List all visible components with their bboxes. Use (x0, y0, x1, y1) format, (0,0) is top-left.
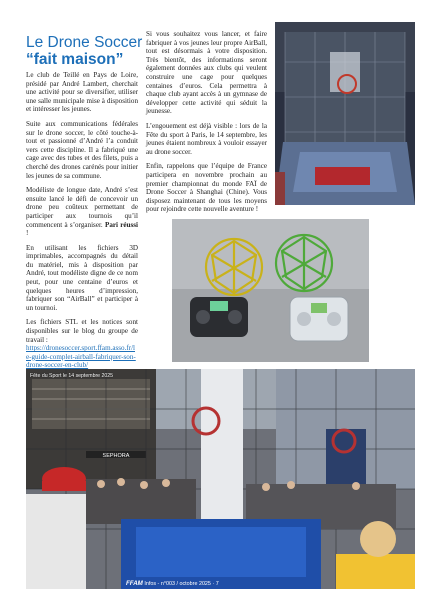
footer-brand: FFAM (126, 580, 143, 587)
title-line-1: Le Drone Soccer (26, 34, 143, 51)
event-photo (26, 369, 415, 589)
paragraph: Suite aux communications fédérales sur le drone soccer, le côté touche-à-tout et passionné d’André l’a conduit vers cette discipline. Il a fabriqué une cage avec des tubes et des filets, puis a cherché des drones carénés pour initier les jeunes de sa commune. (26, 119, 138, 180)
paragraph: Les fichiers STL et les notices sont disponibles sur le blog du groupe de travail : (26, 318, 138, 344)
paragraph-text: Modéliste de longue date, André s’est ensuite lancé le défi de concevoir un drone peu coûteux permettant de participer aux tournois qu’il commencent à s’organiser. (26, 186, 138, 229)
paragraph (26, 186, 138, 238)
drones-photo (172, 219, 369, 362)
paragraph: Enfin, rappelons que l’équipe de France participera en novembre prochain au premier championnat du monde FAÏ de Drone Soccer à Shanghai (Chine). Vous disposez maintenant de tous les moyens pour rejoindre cette nouvelle aventure ! (146, 162, 267, 214)
text-column-2 (146, 30, 267, 220)
article-title (26, 34, 158, 68)
store-sign: SEPHORA (102, 453, 130, 459)
footer-text: Infos - n°003 / octobre 2025 · 7 (144, 581, 219, 587)
text-column-1 (26, 71, 138, 370)
paragraph: Le club de Teillé en Pays de Loire, présidé par André Lambert, cherchait une activité pour se diversifier, utiliser une salle municipale mise à disposition et intéresser les jeunes. (26, 71, 138, 114)
arena-photo (275, 22, 415, 205)
page-footer (126, 580, 219, 587)
paragraph-emphasis: Pari réussi (104, 220, 138, 229)
guide-link[interactable]: https://dronesoccer.sport.ffam.asso.fr/le-guide-complet-airball-fabriquer-son-drone-soccer-en-club/ (26, 344, 136, 370)
paragraph: L’engouement est déjà visible : lors de la Fête du sport à Paris, le 14 septembre, les jeunes étaient nombreux à vouloir essayer au drone soccer. (146, 121, 267, 156)
title-line-2: “fait maison” (26, 51, 124, 68)
paragraph: En utilisant les fichiers 3D imprimables, accompagnés du détail du matériel, mis à disposition par André, tout modéliste digne de ce nom peut, pour une centaine d’euros et quelques heures d’impression, fabriquer son “AirBall” et participer à un tournoi. (26, 243, 138, 312)
photo-caption: Fête du Sport le 14 septembre 2025 (30, 373, 114, 379)
paragraph-end: ! (26, 229, 29, 238)
paragraph: Si vous souhaitez vous lancer, et faire fabriquer à vos jeunes leur propre AirBall, tout est désormais à votre disposition. Très bientôt, des informations seront également données aux clubs qui veulent construire une cage pour quelques centaines d’euros. Cela permettra à chaque club ayant accès à un gymnase de développer cette activité qui séduit la jeunesse. (146, 30, 267, 116)
